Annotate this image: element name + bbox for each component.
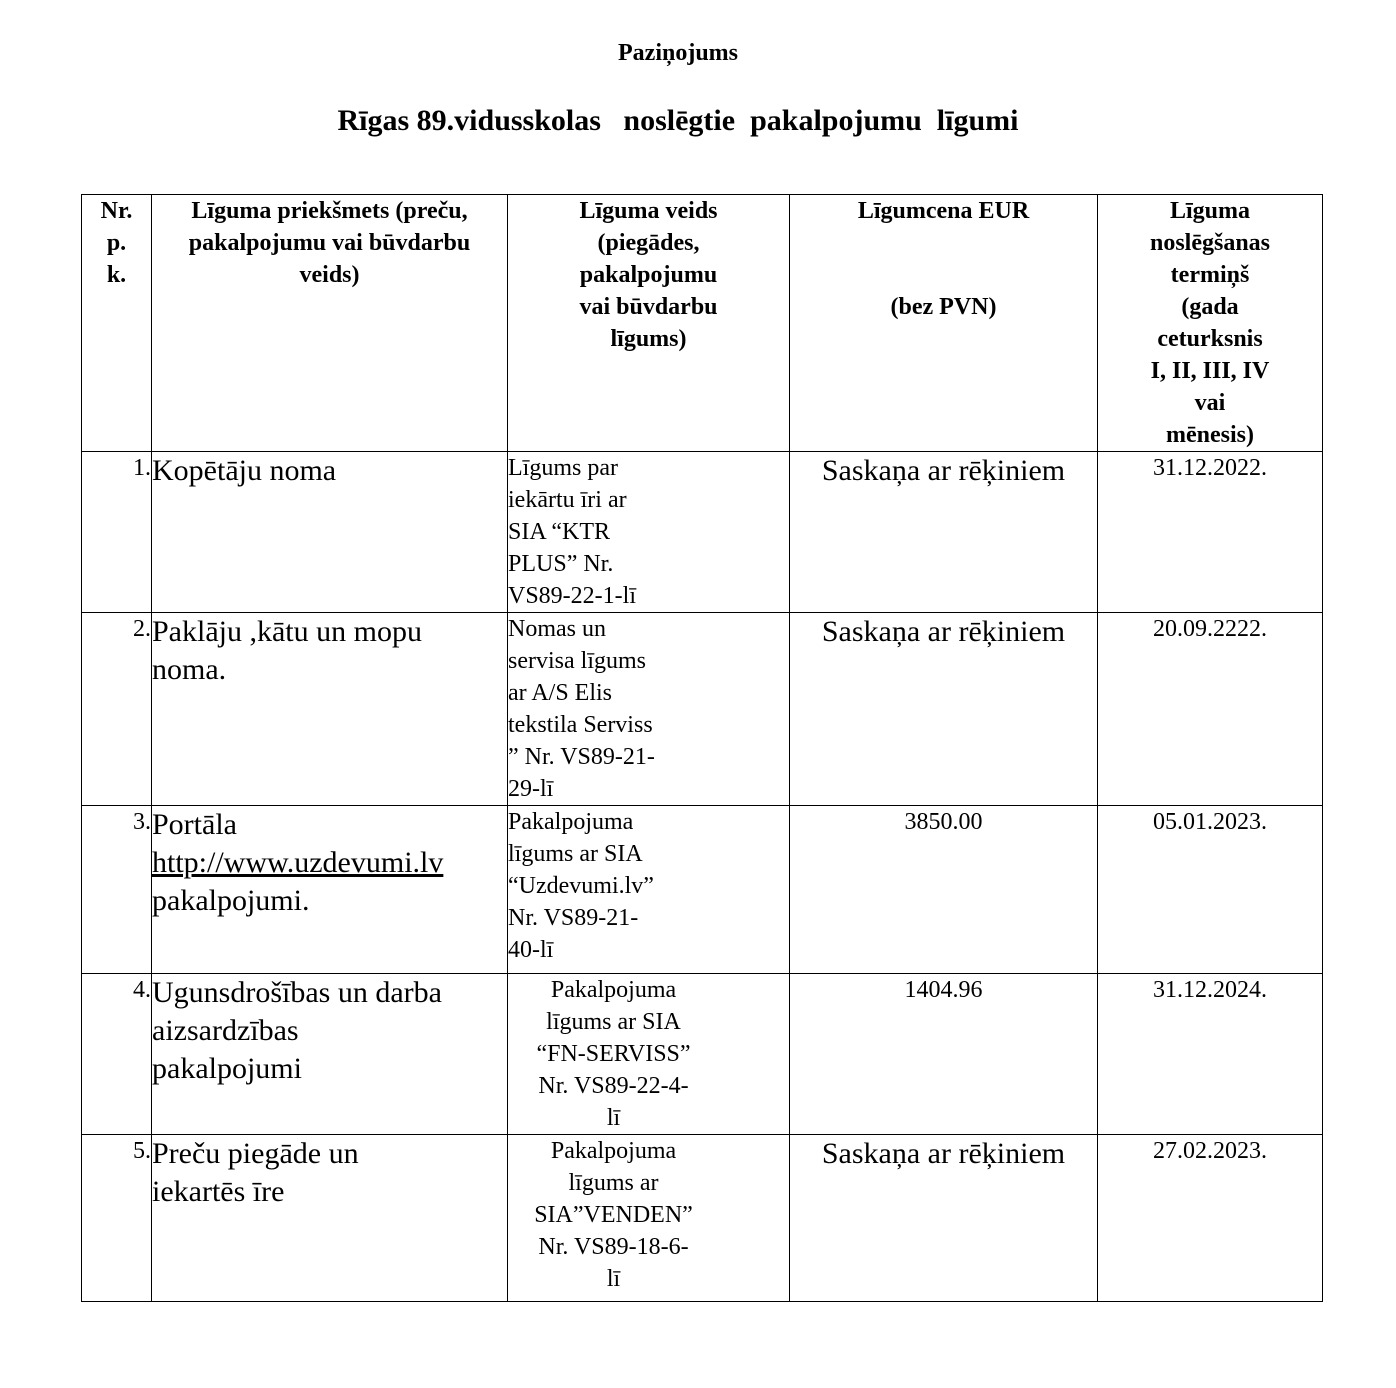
row-term: 31.12.2024. [1098, 974, 1323, 1135]
table-row [82, 974, 1323, 1135]
row-price: 1404.96 [790, 974, 1098, 1135]
row-contract-type: Līgums par iekārtu īri ar SIA “KTR PLUS” Nr. VS89-22-1-lī [508, 452, 790, 613]
row-contract-type: Pakalpojuma līgums ar SIA “Uzdevumi.lv” Nr. VS89-21- 40-lī [508, 806, 790, 974]
document-title: Rīgas 89.vidusskolas noslēgtie pakalpojumu līgumi [337, 104, 1019, 137]
header-price: Līgumcena EUR (bez PVN) [790, 195, 1098, 452]
row-number: 3. [82, 806, 152, 974]
header-term: Līguma noslēgšanas termiņš (gada ceturksnis I, II, III, IV vai mēnesis) [1098, 195, 1323, 452]
uzdevumi-link[interactable]: http://www.uzdevumi.lv [152, 846, 444, 879]
row-price: Saskaņa ar rēķiniem [790, 613, 1098, 806]
row-number: 1. [82, 452, 152, 613]
row-price: Saskaņa ar rēķiniem [790, 1135, 1098, 1302]
table-header-row [82, 195, 1323, 452]
table-row [82, 452, 1323, 613]
notice-title: Paziņojums [618, 40, 738, 66]
row-subject: Ugunsdrošības un darba aizsardzības pakalpojumi [152, 974, 508, 1135]
table-row [82, 806, 1323, 974]
row-term: 05.01.2023. [1098, 806, 1323, 974]
table-row [82, 1135, 1323, 1302]
row-contract-type: Pakalpojuma līgums ar SIA “FN-SERVISS” Nr. VS89-22-4- lī [508, 974, 790, 1135]
row-term: 31.12.2022. [1098, 452, 1323, 613]
row-contract-type: Nomas un servisa līgums ar A/S Elis tekstila Serviss ” Nr. VS89-21- 29-lī [508, 613, 790, 806]
row-subject: Preču piegāde un iekartēs īre [152, 1135, 508, 1302]
contracts-table [81, 194, 1323, 1302]
row-price: 3850.00 [790, 806, 1098, 974]
row-contract-type: Pakalpojuma līgums ar SIA”VENDEN” Nr. VS89-18-6- lī [508, 1135, 790, 1302]
header-subject: Līguma priekšmets (preču, pakalpojumu vai būvdarbu veids) [152, 195, 508, 452]
row-subject: Paklāju ,kātu un mopu noma. [152, 613, 508, 806]
row-number: 2. [82, 613, 152, 806]
header-type: Līguma veids (piegādes, pakalpojumu vai būvdarbu līgums) [508, 195, 790, 452]
table-row [82, 613, 1323, 806]
header-nr: Nr. p. k. [82, 195, 152, 452]
row-subject: Kopētāju noma [152, 452, 508, 613]
row-term: 20.09.2222. [1098, 613, 1323, 806]
row-number: 5. [82, 1135, 152, 1302]
row-term: 27.02.2023. [1098, 1135, 1323, 1302]
row-price: Saskaņa ar rēķiniem [790, 452, 1098, 613]
row-number: 4. [82, 974, 152, 1135]
row-subject: Portāla http://www.uzdevumi.lv pakalpojumi. [152, 806, 508, 974]
